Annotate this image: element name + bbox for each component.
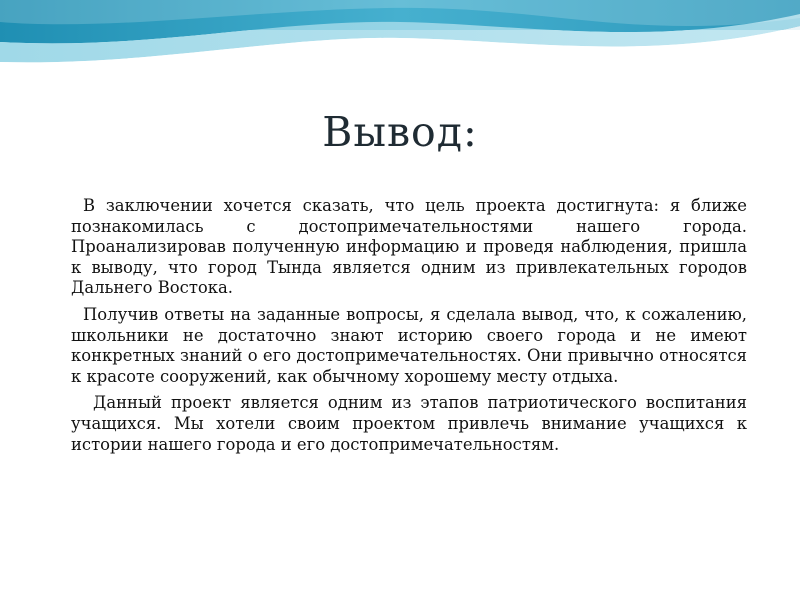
conclusion-body [71,196,747,461]
slide-title: Вывод: [322,108,478,156]
paragraph-3: Данный проект является одним из этапов патриотического воспитания учащихся. Мы хотели своим проектом привлечь внимание учащихся к истории нашего города и его достопримечательностям. [71,393,747,454]
paragraph-2: Получив ответы на заданные вопросы, я сделала вывод, что, к сожалению, школьники не достаточно знают историю своего города и не имеют конкретных знаний о его достопримечательностях. Они привычно относятся к красоте сооружений, как обычному хорошему месту отдыха. [71,304,747,386]
paragraph-1: В заключении хочется сказать, что цель проекта достигнута: я ближе познакомилась с достопримечательностями нашего города. Проанализировав полученную информацию и проведя наблюдения, пришла к выводу, что город Тында является одним из привлекательных городов Дальнего Востока. [71,196,747,298]
header-wave-decoration [0,0,800,90]
